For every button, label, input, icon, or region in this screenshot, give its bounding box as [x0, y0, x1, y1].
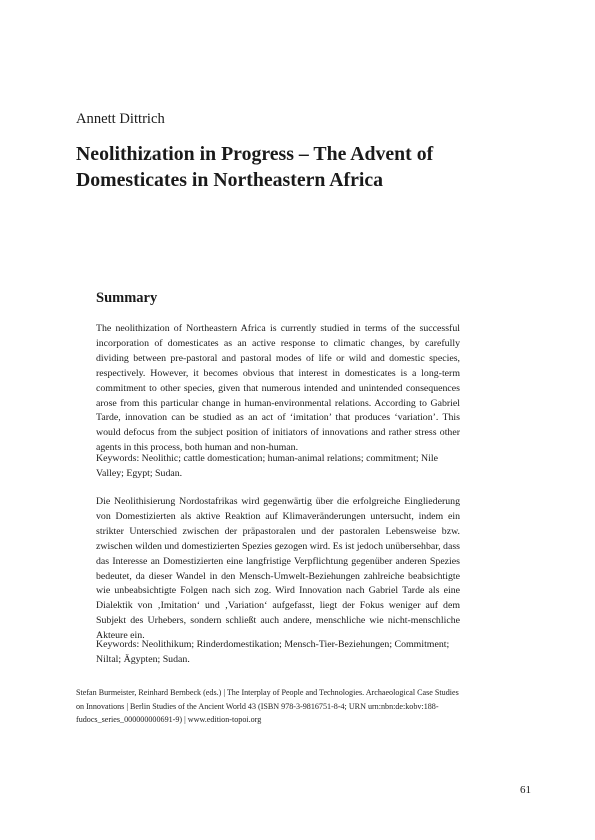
keywords-german: Keywords: Neolithikum; Rinderdomestikation; Mensch-Tier-Beziehungen; Commitment; Niltal; Ägypten; Sudan.: [96, 639, 450, 665]
citation-footer: Stefan Burmeister, Reinhard Bernbeck (eds.) | The Interplay of People and Technologies. Archaeological Case Studies on Innovations | Berlin Studies of the Ancient World 43 (ISBN 978-3-9816751-8-4; URN urn:nbn:de:kobv:188-fudocs_series_000000000691-9) | www.edition-topoi.org: [76, 688, 459, 725]
abstract-english: The neolithization of Northeastern Africa is currently studied in terms of the successful incorporation of domesticates as an active response to climatic changes, by carefully dividing between pre-pastoral and pastoral modes of life or wild and domestic species, respectively. However, it becomes obvious that interest in domesticates is a long-term commitment to other species, given that numerous intended and unintended consequences arose from this particular change in human-environmental relations. According to Gabriel Tarde, innovation can be studied as an act of ‘imitation’ that produces ‘variation’. This would defocus from the subject position of initiators of innovations and rather stress other agents in this process, both human and non-human.: [96, 323, 460, 454]
page-number: 61: [520, 784, 531, 796]
abstract-german: Die Neolithisierung Nordostafrikas wird gegenwärtig über die erfolgreiche Eingliederung von Domestizierten als aktive Reaktion auf Klimaveränderungen untersucht, indem ein strikter Unterschied zwischen der präpastoralen und der pastoralen Lebensweise bzw. zwischen wilden und domestizierten Spezies gezogen wird. Es ist jedoch unübersehbar, dass das Interesse an Domestizierten eine langfristige Verpflichtung gegenüber anderen Spezies bedeutet, da dieser Wandel in den Mensch-Umwelt-Beziehungen zahlreiche beabsichtigte wie unbeabsichtigte Folgen nach sich zog. Wird Innovation nach Gabriel Tarde als eine Dialektik von ‚Imitation‘ und ‚Variation‘ aufgefasst, liegt der Fokus weniger auf dem Subjekt des Urhebers, sondern schließt auch andere, menschliche wie nicht-menschliche Akteure ein.: [96, 496, 460, 642]
author-name: Annett Dittrich: [76, 111, 165, 127]
summary-heading: Summary: [96, 290, 158, 306]
article-title: Neolithization in Progress – The Advent of Domesticates in Northeastern Africa: [76, 143, 434, 191]
keywords-english: Keywords: Neolithic; cattle domestication; human-animal relations; commitment; Nile Valley; Egypt; Sudan.: [96, 453, 438, 479]
